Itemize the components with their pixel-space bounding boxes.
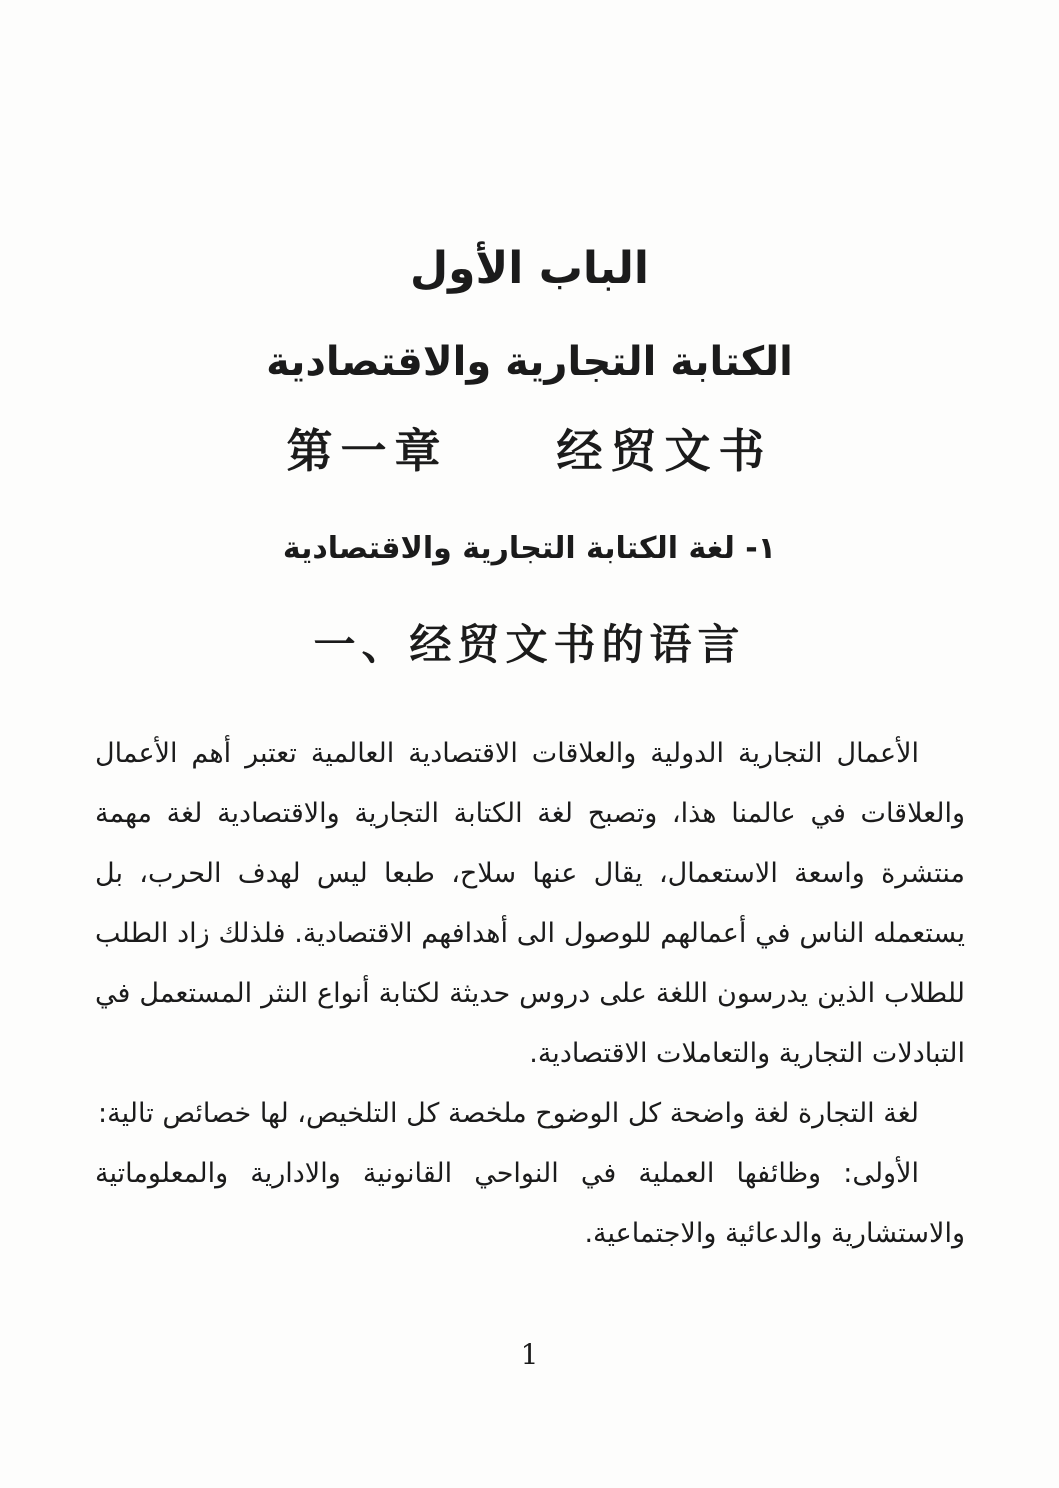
chinese-chapter-heading: 第一章 经贸文书 xyxy=(286,423,773,478)
arabic-chapter-heading: الباب الأول xyxy=(410,243,649,294)
arabic-section-heading: ١- لغة الكتابة التجارية والاقتصادية xyxy=(282,530,777,566)
paragraph-characteristics-lead: لغة التجارة لغة واضحة كل الوضوح ملخصة كل التلخيص، لها خصائص تالية: xyxy=(98,1098,919,1130)
chinese-section-heading: 一、经贸文书的语言 xyxy=(313,619,746,669)
page-number: 1 xyxy=(520,1338,539,1371)
paragraph-first-characteristic: الأولى: وظائفها العملية في النواحي القانونية والادارية والمعلوماتية والاستشارية والدعائية والاجتماعية. xyxy=(95,1158,965,1250)
body-text-block xyxy=(95,724,965,1264)
arabic-title-heading: الكتابة التجارية والاقتصادية xyxy=(266,338,793,385)
paragraph-intro: الأعمال التجارية الدولية والعلاقات الاقتصادية العالمية تعتبر أهم الأعمال والعلاقات في عالمنا هذا، وتصبح لغة الكتابة التجارية والاقتصادية لغة مهمة منتشرة واسعة الاستعمال، يقال عنها سلاح، طبعا ليس لهدف الحرب، بل يستعمله الناس في أعمالهم للوصول الى أهدافهم الاقتصادية. فلذلك زاد الطلب للطلاب الذين يدرسون اللغة على دروس حديثة لكتابة أنواع النثر المستعمل في التبادلات التجارية والتعاملات الاقتصادية. xyxy=(95,738,965,1070)
